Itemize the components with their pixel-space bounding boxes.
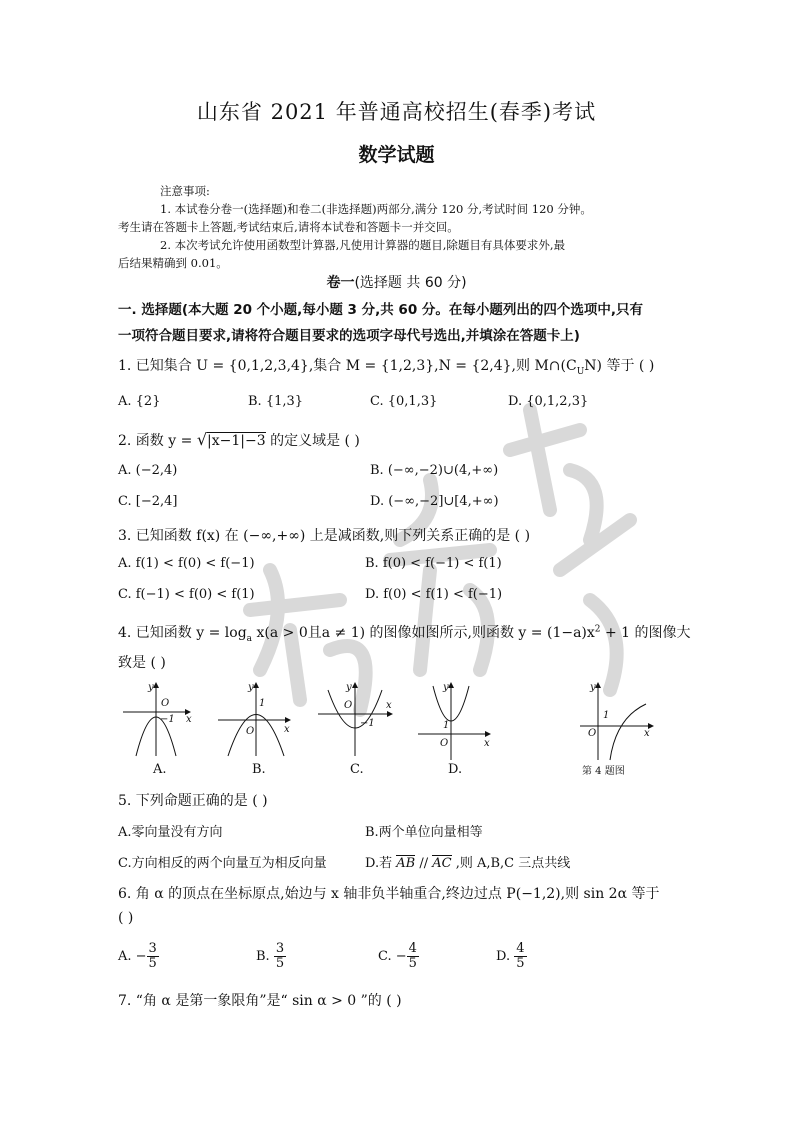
q3-option-b: B. f(0) < f(−1) < f(1) [365, 556, 502, 571]
q6-stem-line2: ( ) [118, 910, 134, 926]
note-2-line2: 后结果精确到 0.01。 [118, 256, 228, 270]
svg-text:y: y [248, 682, 254, 693]
note-2-line1: 2. 本次考试允许使用函数型计算器,凡使用计算器的题目,除题目有具体要求外,最 [160, 238, 566, 252]
q3-stem: 3. 已知函数 f(x) 在 (−∞,+∞) 上是减函数,则下列关系正确的是 ( ) [118, 528, 531, 544]
q2-option-b: B. (−∞,−2)∪(4,+∞) [370, 463, 499, 478]
q1-stem: 1. 已知集合 U = {0,1,2,3,4},集合 M = {1,2,3},N = {2,4},则 $M\cap(C_UN)$ 等于 ( ) [118, 358, 655, 377]
q5-option-d: D.若 AB // AC ,则 A,B,C 三点共线 [365, 856, 571, 871]
svg-text:x: x [186, 714, 192, 725]
svg-text:x: x [644, 728, 650, 739]
q5-stem: 5. 下列命题正确的是 ( ) [118, 793, 268, 809]
svg-text:−1: −1 [360, 718, 375, 729]
q7-stem: 7. “角 α 是第一象限角”是“ sin α > 0 ”的 ( ) [118, 993, 402, 1009]
q6-option-d: D. $\frac{4}{5}$ [496, 941, 525, 971]
q6-option-a: A. − $\frac{3}{5}$ [118, 941, 157, 971]
q4-stem-line1: 4. 已知函数 $y = \log_a x(a > 0$且a ≠ 1) 的图像如图所示,则函数 $y = (1-a)x^2 + 1$ 的图像大 [118, 624, 691, 644]
q5-option-b: B.两个单位向量相等 [365, 825, 483, 840]
svg-text:O: O [588, 728, 597, 739]
svg-text:1: 1 [603, 710, 610, 721]
svg-text:y: y [443, 682, 449, 693]
q2-option-c: C. [−2,4] [118, 494, 178, 509]
q1-option-a: A. {2} [118, 394, 161, 409]
graph-d [418, 683, 490, 760]
q1-option-b: B. {1,3} [248, 394, 304, 409]
part1-instr-line2: 一项符合题目要求,请将符合题目要求的选项字母代号选出,并填涂在答题卡上) [118, 328, 580, 344]
q2-option-a: A. (−2,4) [118, 463, 178, 478]
note-1-line1: 1. 本试卷分卷一(选择题)和卷二(非选择题)两部分,满分 120 分,考试时间 120 分钟。 [160, 202, 592, 216]
svg-text:x: x [284, 724, 290, 735]
q6-stem-line1: 6. 角 α 的顶点在坐标原点,始边与 x 轴非负半轴重合,终边过点 P(−1,2),则 sin 2α 等于 [118, 886, 660, 902]
q6-option-c: C. − $\frac{4}{5}$ [378, 941, 417, 971]
svg-text:y: y [148, 682, 154, 693]
svg-text:O: O [246, 726, 255, 737]
q4-label-c: C. [350, 762, 364, 777]
svg-text:O: O [440, 738, 449, 749]
notes-heading: 注意事项: [160, 184, 210, 198]
q1-option-c: C. {0,1,3} [370, 394, 438, 409]
section-heading: 卷一(选择题 共 60 分) [326, 275, 467, 291]
note-1-line2: 考生请在答题卡上答题,考试结束后,请将本试卷和答题卡一并交回。 [118, 220, 459, 234]
q4-label-d: D. [448, 762, 463, 777]
q5-option-a: A.零向量没有方向 [118, 825, 223, 840]
svg-text:1: 1 [443, 720, 450, 731]
svg-text:y: y [346, 682, 352, 693]
q3-option-a: A. f(1) < f(0) < f(−1) [118, 556, 255, 571]
svg-text:O: O [161, 698, 170, 709]
q4-figures [118, 678, 658, 778]
part1-instr-line1: 一. 选择题(本大题 20 个小题,每小题 3 分,共 60 分。在每小题列出的四个选项中,只有 [118, 302, 644, 318]
graph-a [123, 683, 190, 756]
svg-text:y: y [590, 682, 596, 693]
q3-option-d: D. f(0) < f(1) < f(−1) [365, 587, 503, 602]
q4-stem-line2: 致是 ( ) [118, 655, 166, 671]
q4-figure-caption: 第 4 题图 [582, 766, 625, 777]
q2-stem: 2. 函数 y = √|x−1|−3 的定义域是 ( ) [118, 430, 360, 449]
graph-b [218, 683, 290, 756]
q1-option-d: D. {0,1,2,3} [508, 394, 589, 409]
exam-subtitle: 数学试题 [358, 144, 435, 166]
graph-reference [580, 683, 653, 760]
q3-option-c: C. f(−1) < f(0) < f(1) [118, 587, 255, 602]
q5-option-c: C.方向相反的两个向量互为相反向量 [118, 856, 327, 871]
q4-label-b: B. [252, 762, 266, 777]
exam-title: 山东省 2021 年普通高校招生(春季)考试 [196, 100, 597, 124]
svg-text:x: x [386, 700, 392, 711]
q2-option-d: D. (−∞,−2]∪[4,+∞) [370, 494, 499, 509]
graph-c [318, 683, 392, 756]
q4-label-a: A. [153, 762, 167, 777]
svg-text:−1: −1 [160, 714, 175, 725]
svg-text:x: x [484, 738, 490, 749]
svg-text:O: O [344, 700, 353, 711]
svg-text:1: 1 [259, 698, 266, 709]
q6-option-b: B. $\frac{3}{5}$ [256, 941, 285, 971]
